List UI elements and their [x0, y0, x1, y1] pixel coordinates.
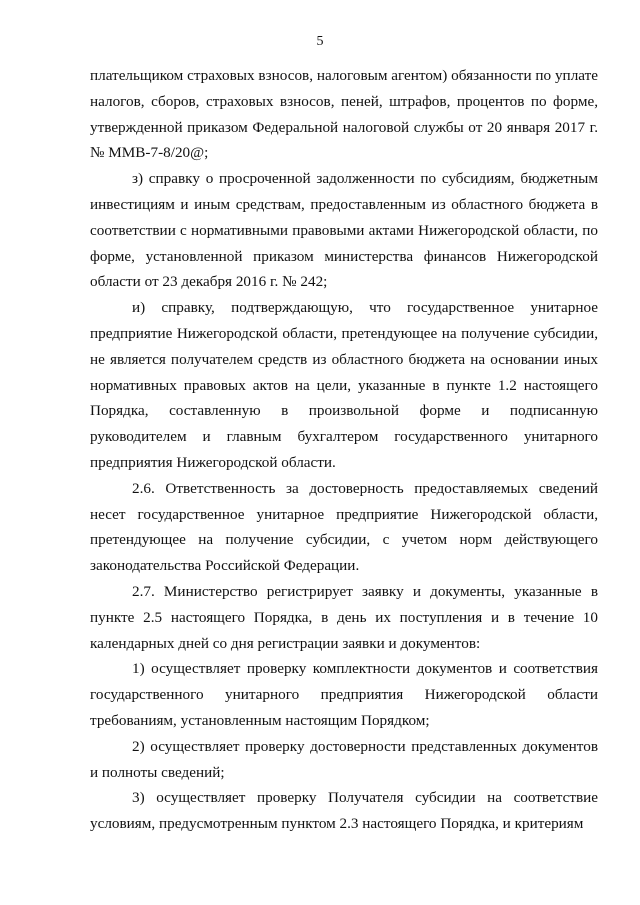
- paragraph-item-2: 2) осуществляет проверку достоверности представленных документов и полноты сведений;: [90, 737, 598, 781]
- paragraph-2-6: 2.6. Ответственность за достоверность предоставляемых сведений несет государственное унитарное предприятие Нижегородской области, претендующее на получение субсидии, с учетом норм действующего законодательства Российской Федерации.: [90, 479, 598, 575]
- page-number: 5: [316, 34, 324, 49]
- paragraph-2-7: 2.7. Министерство регистрирует заявку и документы, указанные в пункте 2.5 настоящего Порядка, в день их поступления и в течение 10 календарных дней со дня регистрации заявки и документов:: [90, 582, 598, 652]
- paragraph-item-3: 3) осуществляет проверку Получателя субсидии на соответствие условиям, предусмотренным пунктом 2.3 настоящего Порядка, и критериям: [90, 789, 598, 833]
- paragraph-item-z: з) справку о просроченной задолженности по субсидиям, бюджетным инвестициям и иным средствам, предоставленным из областного бюджета в соответствии с нормативными правовыми актами Нижегородской области, по форме, установленной приказом министерства финансов Нижегородской области от 23 декабря 2016 г. № 242;: [90, 170, 598, 291]
- paragraph-item-1: 1) осуществляет проверку комплектности документов и соответствия государственного унитарного предприятия Нижегородской области требованиям, установленным настоящим Порядком;: [90, 660, 598, 729]
- document-body: [90, 63, 598, 837]
- paragraph-continuation: плательщиком страховых взносов, налоговым агентом) обязанности по уплате налогов, сборов, страховых взносов, пеней, штрафов, процентов по форме, утвержденной приказом Федеральной налоговой службы от 20 января 2017 г. № ММВ-7-8/20@;: [90, 67, 598, 162]
- paragraph-item-i: и) справку, подтверждающую, что государственное унитарное предприятие Нижегородской области, претендующее на получение субсидии, не является получателем средств из областного бюджета на основании иных нормативных правовых актов на цели, указанные в пункте 1.2 настоящего Порядка, составленную в произвольной форме и подписанную руководителем и главным бухгалтером государственного унитарного предприятия Нижегородской области.: [90, 299, 598, 471]
